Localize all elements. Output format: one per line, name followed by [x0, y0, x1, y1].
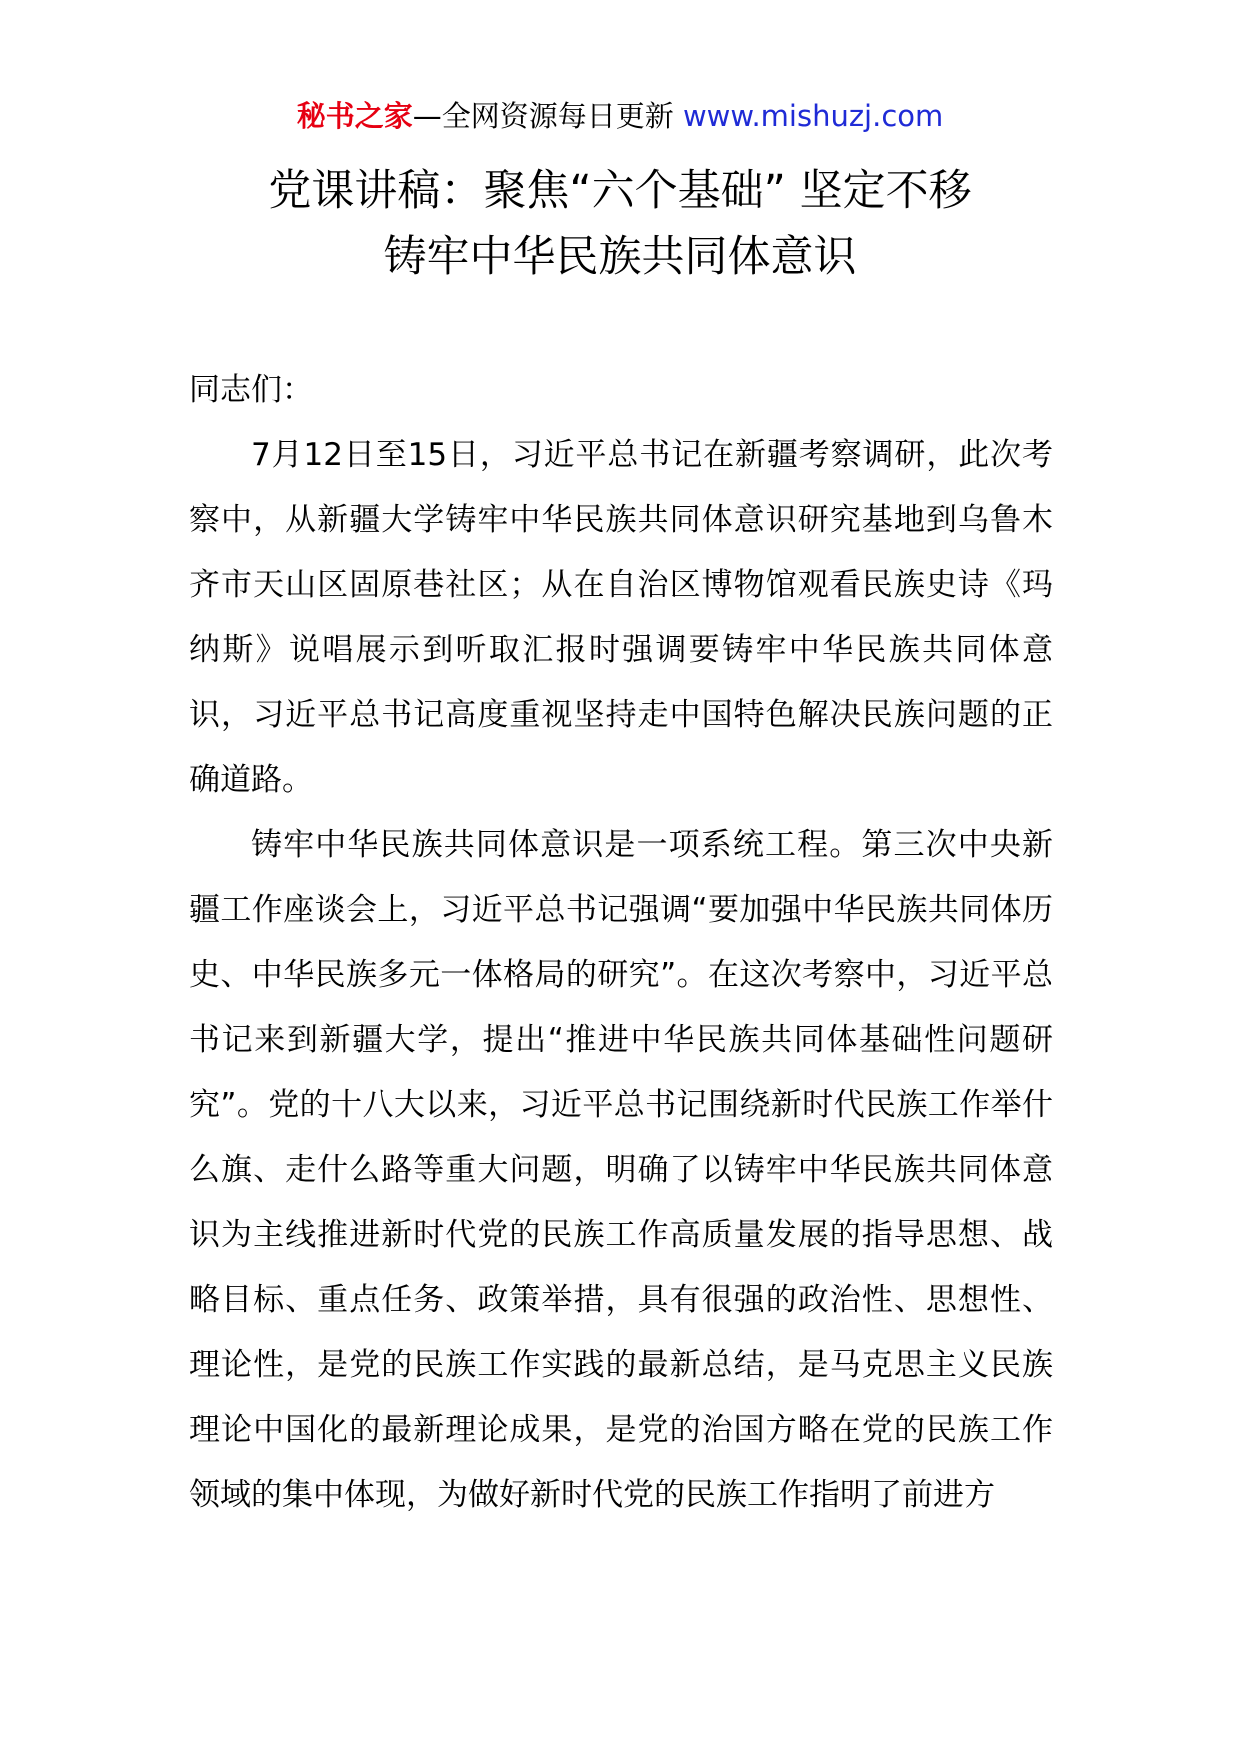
- site-url-link[interactable]: www.mishuzj.com: [682, 99, 944, 133]
- body-paragraph: 铸牢中华民族共同体意识是一项系统工程。第三次中央新疆工作座谈会上，习近平总书记强调“要加强中华民族共同体历史、中华民族多元一体格局的研究”。在这次考察中，习近平总书记来到新疆大学，提出“推进中华民族共同体基础性问题研究”。党的十八大以来，习近平总书记围绕新时代民族工作举什么旗、走什么路等重大问题，明确了以铸牢中华民族共同体意识为主线推进新时代党的民族工作高质量发展的指导思想、战略目标、重点任务、政策举措，具有很强的政治性、思想性、理论性，是党的民族工作实践的最新总结，是马克思主义民族理论中国化的最新理论成果，是党的治国方略在党的民族工作领域的集中体现，为做好新时代党的民族工作指明了前进方: [189, 827, 1053, 1513]
- body-paragraph: 7月12日至15日，习近平总书记在新疆考察调研，此次考察中，从新疆大学铸牢中华民族共同体意识研究基地到乌鲁木齐市天山区固原巷社区；从在自治区博物馆观看民族史诗《玛纳斯》说唱展示到听取汇报时强调要铸牢中华民族共同体意识，习近平总书记高度重视坚持走中国特色解决民族问题的正确道路。: [189, 437, 1053, 798]
- header-tagline: —全网资源每日更新: [412, 99, 683, 133]
- document-title: [0, 158, 1240, 290]
- site-header: [0, 96, 1240, 136]
- title-line-1: 党课讲稿：聚焦“六个基础” 坚定不移: [268, 166, 972, 216]
- document-body: [189, 358, 1053, 1528]
- title-line-2: 铸牢中华民族共同体意识: [383, 232, 857, 282]
- salutation: 同志们：: [189, 372, 313, 408]
- brand-name: 秘书之家: [296, 99, 413, 133]
